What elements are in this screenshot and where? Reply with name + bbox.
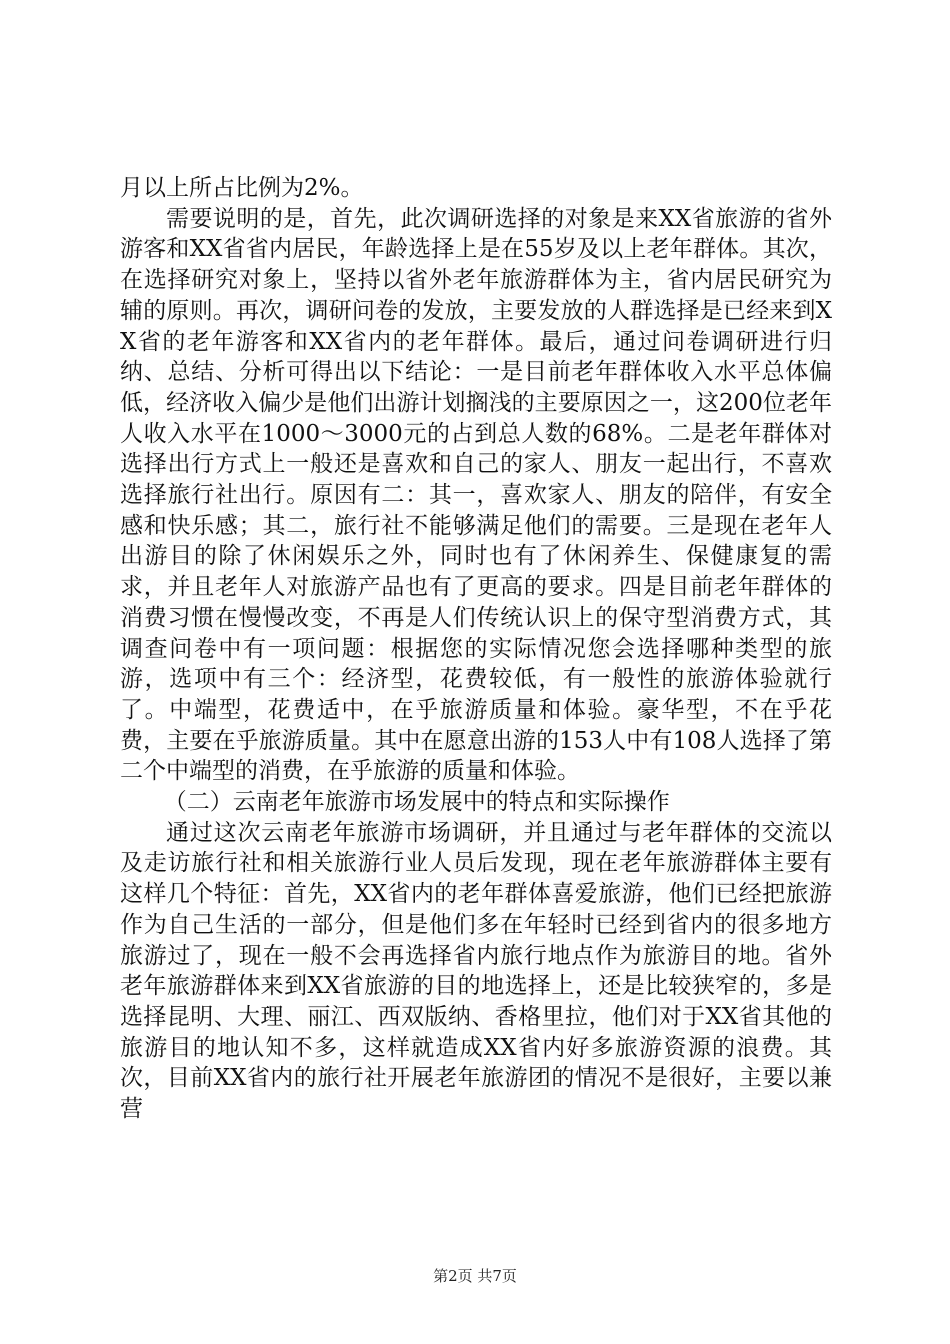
section-heading: （二）云南老年旅游市场发展中的特点和实际操作 [163,789,670,816]
paragraph-3: 通过这次云南老年旅游市场调研，并且通过与老年群体的交流以及走访旅行社和相关旅游行业人员后发现，现在老年旅游群体主要有这样几个特征：首先，XX省内的老年群体喜爱旅游，他们已经把旅游作为自己生活的一部分，但是他们多在年轻时已经到省内的很多地方旅游过了，现在一般不会再选择省内旅行地点作为旅游目的地。省外老年旅游群体来到XX省旅游的目的地选择上，还是比较狭窄的，多是选择昆明、大理、丽江、西双版纳、香格里拉，他们对于XX省其他的旅游目的地认知不多，这样就造成XX省内好多旅游资源的浪费。其次，目前XX省内的旅行社开展老年旅游团的情况不是很好，主要以兼营 [120,819,832,1123]
paragraph-2: 需要说明的是，首先，此次调研选择的对象是来XX省旅游的省外游客和XX省省内居民，年龄选择上是在55岁及以上老年群体。其次，在选择研究对象上，坚持以省外老年旅游群体为主，省内居民研究为辅的原则。再次，调研问卷的发放，主要发放的人群选择是已经来到XX省的老年游客和XX省内的老年群体。最后，通过问卷调研进行归纳、总结、分析可得出以下结论：一是目前老年群体收入水平总体偏低，经济收入偏少是他们出游计划搁浅的主要原因之一，这200位老年人收入水平在1000～3000元的占到总人数的68%。二是老年群体对选择出行方式上一般还是喜欢和自己的家人、朋友一起出行，不喜欢选择旅行社出行。原因有二：其一，喜欢家人、朋友的陪伴，有安全感和快乐感；其二，旅行社不能够满足他们的需要。三是现在老年人出游目的除了休闲娱乐之外，同时也有了休闲养生、保健康复的需求，并且老年人对旅游产品也有了更高的要求。四是目前老年群体的消费习惯在慢慢改变，不再是人们传统认识上的保守型消费方式，其调查问卷中有一项问题：根据您的实际情况您会选择哪种类型的旅游，选项中有三个：经济型，花费较低，有一般性的旅游体验就行了。中端型，花费适中，在乎旅游质量和体验。豪华型，不在乎花费，主要在乎旅游质量。其中在愿意出游的153人中有108人选择了第二个中端型的消费，在乎旅游的质量和体验。 [120,205,832,785]
document-body [120,173,832,1125]
paragraph-1: 月以上所占比例为2%。 [120,175,364,201]
page-footer: 第2页 共7页 [433,1267,517,1285]
